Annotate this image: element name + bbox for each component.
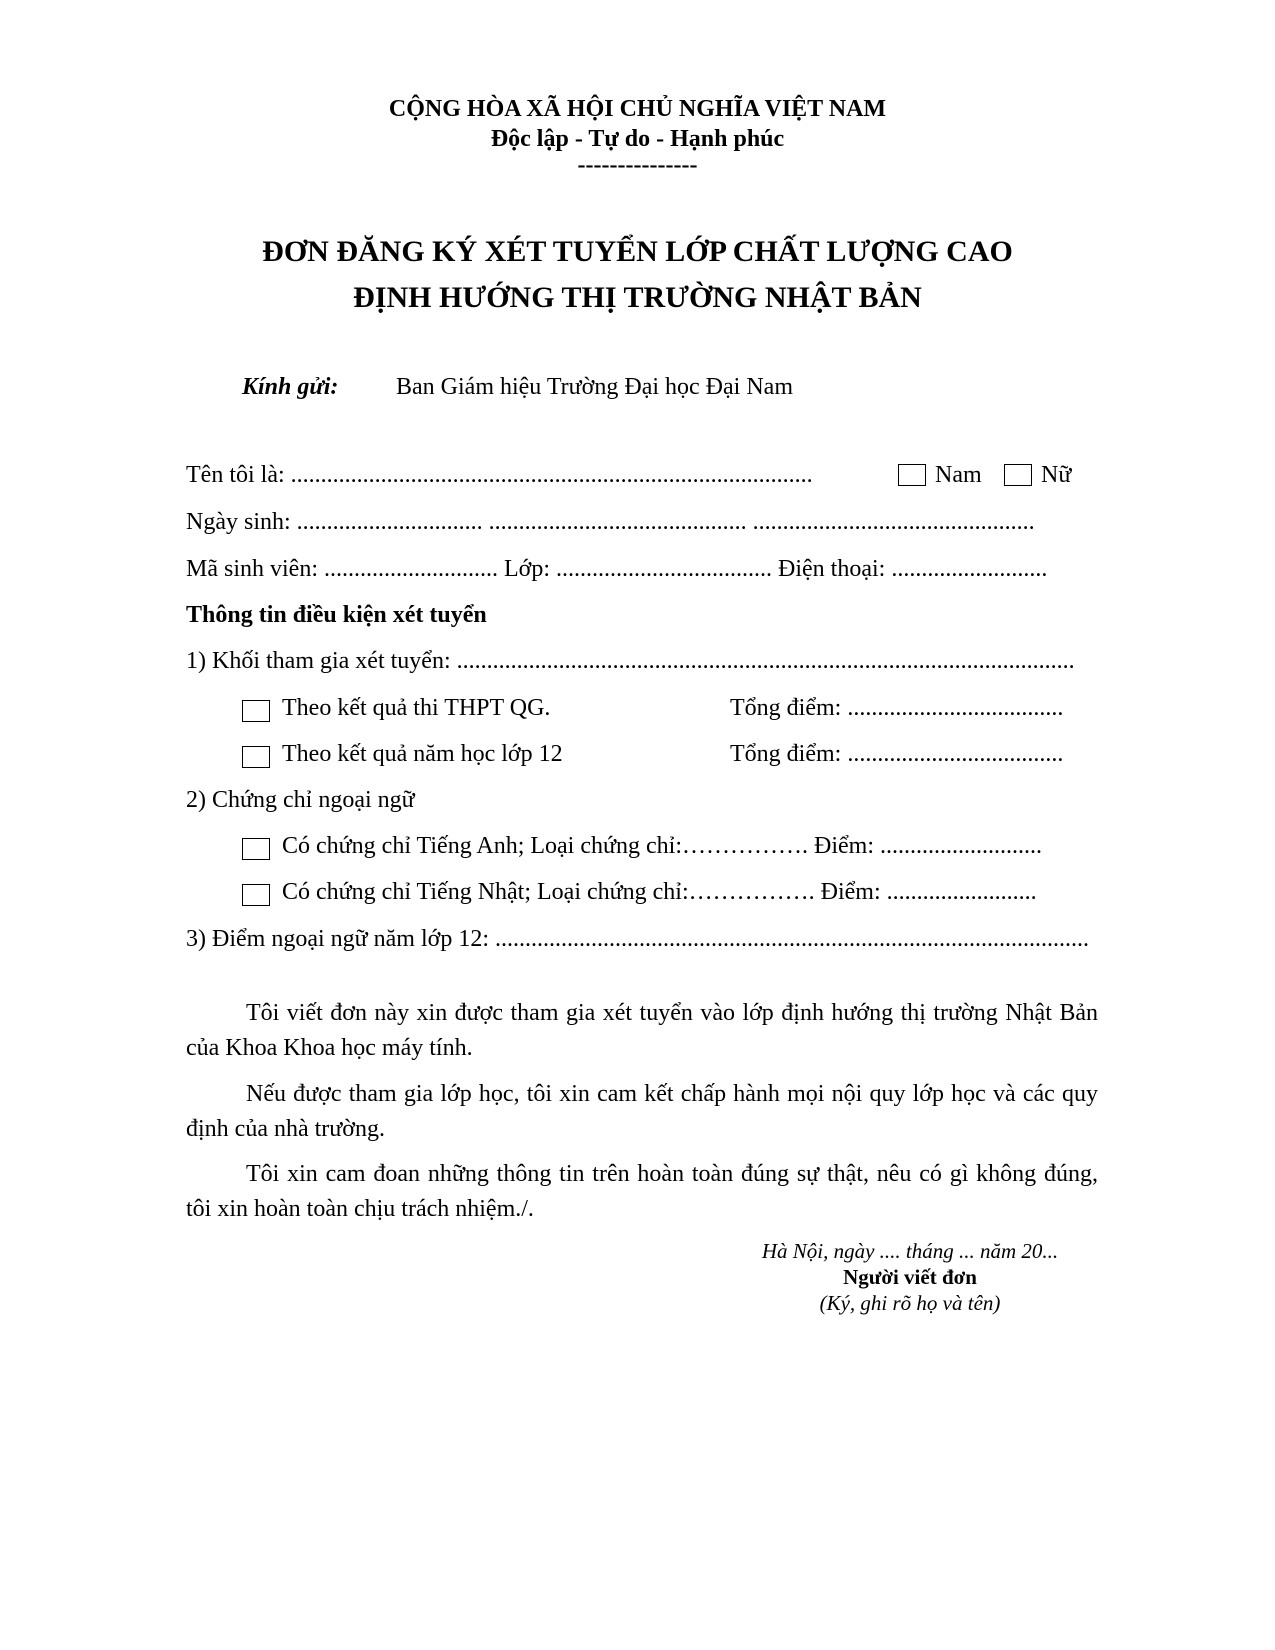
header-divider: --------------- xyxy=(577,152,698,178)
item3-field[interactable]: 3) Điểm ngoại ngữ năm lớp 12: ................................................................................................... xyxy=(186,926,1089,952)
item2-label: 2) Chứng chỉ ngoại ngữ xyxy=(186,787,415,813)
male-label: Nam xyxy=(935,462,982,488)
female-label: Nữ xyxy=(1041,462,1072,488)
grade12-score-field[interactable]: Tổng điểm: .................................... xyxy=(730,741,1064,767)
paragraph-3-text: Tôi xin cam đoan những thông tin trên hoàn toàn đúng sự thật, nêu có gì không đúng, tôi xin hoàn toàn chịu trách nhiệm./. xyxy=(186,1161,1098,1222)
paragraph-1-text: Tôi viết đơn này xin được tham gia xét tuyển vào lớp định hướng thị trường Nhật Bản của Khoa Khoa học máy tính. xyxy=(186,1000,1098,1061)
paragraph-2 xyxy=(186,1077,1098,1147)
addressee-label: Kính gửi: xyxy=(242,374,339,400)
national-motto-line1: CỘNG HÒA XÃ HỘI CHỦ NGHĨA VIỆT NAM xyxy=(388,96,887,122)
section-heading: Thông tin điều kiện xét tuyển xyxy=(186,602,487,628)
thpt-checkbox[interactable] xyxy=(242,700,270,722)
paragraph-1 xyxy=(186,996,1098,1066)
grade12-checkbox[interactable] xyxy=(242,746,270,768)
english-cert-checkbox[interactable] xyxy=(242,838,270,860)
addressee-value: Ban Giám hiệu Trường Đại học Đại Nam xyxy=(396,374,793,400)
female-checkbox[interactable] xyxy=(1004,464,1032,486)
signer-title: Người viết đơn xyxy=(843,1265,977,1289)
place-date: Hà Nội, ngày .... tháng ... năm 20... xyxy=(761,1239,1059,1263)
form-title-line1: ĐƠN ĐĂNG KÝ XÉT TUYỂN LỚP CHẤT LƯỢNG CAO xyxy=(262,235,1013,268)
japanese-cert-checkbox[interactable] xyxy=(242,884,270,906)
item1-block-field[interactable]: 1) Khối tham gia xét tuyển: ....................................................................................................... xyxy=(186,648,1075,674)
birthdate-field[interactable]: Ngày sinh: ............................... ........................................... ............................................... xyxy=(186,509,1035,535)
name-field[interactable]: Tên tôi là: ....................................................................................... xyxy=(186,462,813,488)
thpt-label: Theo kết quả thi THPT QG. xyxy=(282,695,551,721)
paragraph-3 xyxy=(186,1157,1098,1227)
signer-note: (Ký, ghi rõ họ và tên) xyxy=(819,1291,1001,1315)
thpt-score-field[interactable]: Tổng điểm: .................................... xyxy=(730,695,1064,721)
paragraph-2-text: Nếu được tham gia lớp học, tôi xin cam kết chấp hành mọi nội quy lớp học và các quy định của nhà trường. xyxy=(186,1081,1098,1142)
grade12-label: Theo kết quả năm học lớp 12 xyxy=(282,741,563,767)
male-checkbox[interactable] xyxy=(898,464,926,486)
national-motto-line2: Độc lập - Tự do - Hạnh phúc xyxy=(490,126,785,152)
student-info-field[interactable]: Mã sinh viên: ............................. Lớp: .................................... Điện thoại: .......................... xyxy=(186,556,1048,582)
form-title-line2: ĐỊNH HƯỚNG THỊ TRƯỜNG NHẬT BẢN xyxy=(353,281,922,314)
japanese-cert-field[interactable]: Có chứng chỉ Tiếng Nhật; Loại chứng chỉ:……………. Điểm: ......................... xyxy=(282,879,1037,905)
english-cert-field[interactable]: Có chứng chỉ Tiếng Anh; Loại chứng chỉ:……………. Điểm: ........................... xyxy=(282,833,1042,859)
